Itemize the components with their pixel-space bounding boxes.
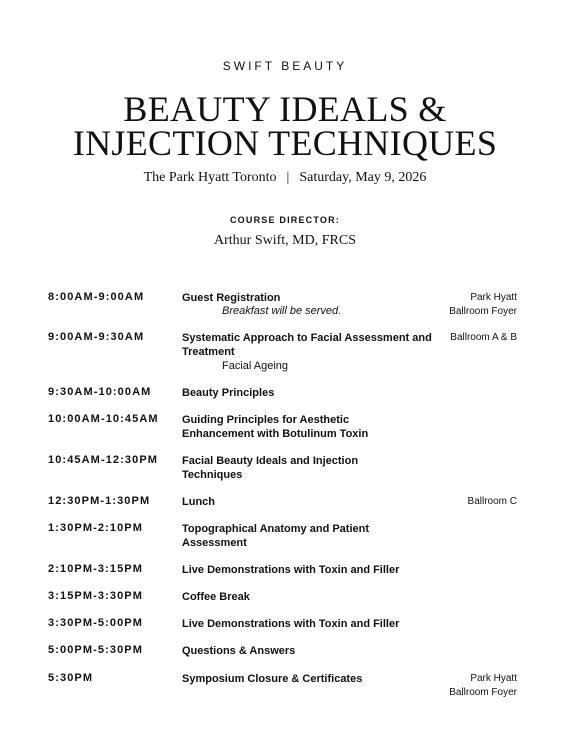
location-line: Ballroom C bbox=[467, 496, 517, 507]
session-time: 1:30PM-2:10PM bbox=[48, 522, 143, 534]
location-line: Ballroom Foyer bbox=[449, 687, 517, 698]
session-title: Live Demonstrations with Toxin and Filler bbox=[182, 564, 400, 576]
session-time: 3:15PM-3:30PM bbox=[48, 590, 143, 602]
session-title: Questions & Answers bbox=[182, 645, 296, 657]
session-title: Guiding Principles for Aesthetic Enhancement with Botulinum Toxin bbox=[182, 414, 369, 440]
location-line: Ballroom Foyer bbox=[449, 306, 517, 317]
venue-name: The Park Hyatt Toronto bbox=[143, 170, 277, 185]
session-title: Coffee Break bbox=[182, 591, 250, 603]
session-location bbox=[449, 291, 517, 319]
session-time: 9:00AM-9:30AM bbox=[48, 331, 145, 343]
session-title: Live Demonstrations with Toxin and Filler bbox=[182, 618, 400, 630]
session-title: Guest Registration bbox=[182, 292, 281, 304]
location-line: Park Hyatt bbox=[470, 673, 517, 684]
session-time: 10:00AM-10:45AM bbox=[48, 413, 159, 425]
session-title: Topographical Anatomy and Patient Assessment bbox=[182, 523, 370, 549]
page-title-line2: INJECTION TECHNIQUES bbox=[72, 123, 498, 163]
session-time: 2:10PM-3:15PM bbox=[48, 563, 143, 575]
session-title: Beauty Principles bbox=[182, 387, 275, 399]
session-time: 3:30PM-5:00PM bbox=[48, 617, 143, 629]
event-date: Saturday, May 9, 2026 bbox=[299, 170, 427, 185]
session-note: Breakfast will be served. bbox=[222, 305, 342, 317]
page-title-line1: BEAUTY IDEALS & bbox=[123, 89, 447, 129]
course-director-label: COURSE DIRECTOR: bbox=[229, 215, 341, 225]
session-time: 5:00PM-5:30PM bbox=[48, 644, 143, 656]
session-title: Lunch bbox=[182, 496, 215, 508]
session-subtopic: Facial Ageing bbox=[222, 360, 289, 372]
session-time: 8:00AM-9:00AM bbox=[48, 291, 145, 303]
venue-date-line bbox=[0, 170, 570, 186]
session-location bbox=[468, 495, 517, 509]
location-line: Ballroom A & B bbox=[450, 332, 517, 343]
session-time: 5:30PM bbox=[48, 672, 94, 684]
session-time: 12:30PM-1:30PM bbox=[48, 495, 151, 507]
session-time: 9:30AM-10:00AM bbox=[48, 386, 152, 398]
brand-name: SWIFT BEAUTY bbox=[222, 59, 348, 73]
course-director-name: Arthur Swift, MD, FRCS bbox=[214, 233, 356, 248]
location-line: Park Hyatt bbox=[470, 292, 517, 303]
separator: | bbox=[286, 170, 290, 185]
session-time: 10:45AM-12:30PM bbox=[48, 454, 159, 466]
session-title: Symposium Closure & Certificates bbox=[182, 673, 363, 685]
session-title: Systematic Approach to Facial Assessment and Treatment bbox=[182, 332, 432, 358]
session-title: Facial Beauty Ideals and Injection Techniques bbox=[182, 455, 359, 481]
session-location bbox=[450, 331, 517, 345]
session-location bbox=[449, 672, 517, 700]
